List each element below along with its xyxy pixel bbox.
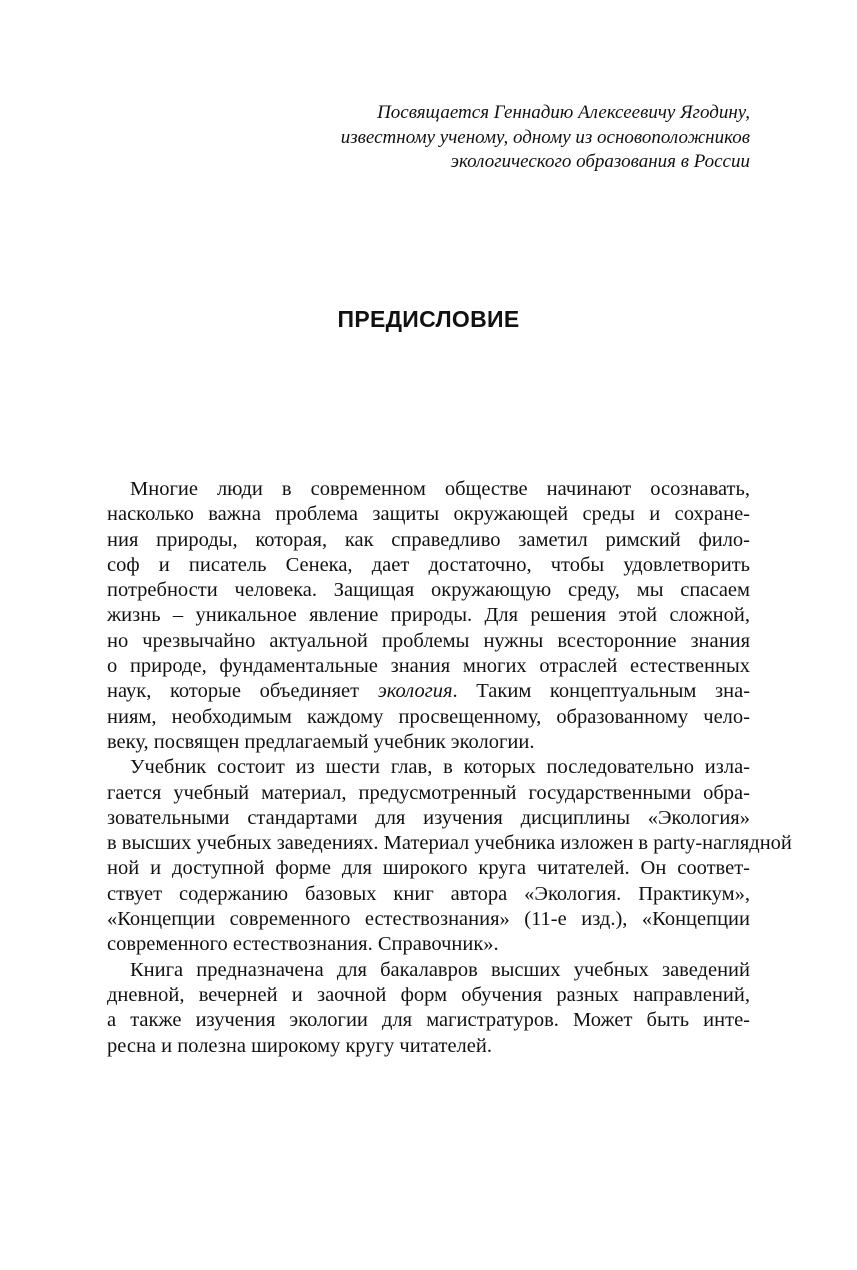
text-line: ния природы, которая, как справедливо заметил римский фило-	[107, 528, 750, 551]
text-line: о природе, фундаментальные знания многих отраслей естественных	[107, 655, 750, 678]
text-line: ной и доступной форме для широкого круга читателей. Он соответ-	[107, 857, 750, 880]
emphasized-term: экология	[377, 680, 453, 703]
text-line: а также изучения экологии для магистратуров. Может быть инте-	[107, 1009, 750, 1032]
text-line: современного естествознания. Справочник».	[107, 933, 499, 956]
text-line: ствует содержанию базовых книг автора «Экология. Практикум»,	[107, 882, 750, 905]
text-line: насколько важна проблема защиты окружающей среды и сохране-	[107, 503, 750, 526]
dedication-line: Посвящается Геннадию Алексеевичу Ягодину,	[377, 102, 750, 123]
text-line: соф и писатель Сенека, дает достаточно, чтобы удовлетворить	[107, 553, 750, 576]
text-line-with-emphasis	[107, 679, 750, 704]
text-line: ресна и полезна широкому кругу читателей.	[107, 1034, 492, 1057]
dedication-line: экологического образования в России	[450, 151, 750, 172]
text-line: зовательными стандартами для изучения дисциплины «Экология»	[107, 806, 750, 829]
dedication	[250, 101, 750, 175]
text-line: дневной, вечерней и заочной форм обучения разных направлений,	[107, 983, 750, 1006]
text-segment: . Таким концептуальным зна-	[452, 680, 750, 703]
text-line: Книга предназначена для бакалавров высших учебных заведений	[130, 958, 750, 981]
text-line: Многие люди в современном обществе начинают осознавать,	[130, 478, 750, 500]
text-line: Учебник состоит из шести глав, в которых последовательно изла-	[130, 756, 750, 779]
dedication-line: известному ученому, одному из основоположников	[340, 126, 750, 148]
page-title: ПРЕДИСЛОВИЕ	[337, 306, 520, 332]
text-line: ниям, необходимым каждому просвещенному, образованному чело-	[107, 705, 750, 728]
text-line: «Концепции современного естествознания» (11-е изд.), «Концепции	[107, 908, 750, 931]
text-segment: наук, которые объединяет	[107, 680, 360, 703]
text-line: потребности человека. Защищая окружающую среду, мы спасаем	[107, 579, 750, 602]
text-line: веку, посвящен предлагаемый учебник экологии.	[107, 730, 535, 753]
text-line: жизнь – уникальное явление природы. Для решения этой сложной,	[107, 604, 750, 627]
text-line: гается учебный материал, предусмотренный государственными обра-	[107, 781, 750, 804]
body-text	[107, 477, 792, 1059]
text-line: в высших учебных заведениях. Материал учебника изложен в party-наглядной	[107, 832, 792, 855]
text-line: но чрезвычайно актуальной проблемы нужны всесторонние знания	[107, 629, 750, 652]
